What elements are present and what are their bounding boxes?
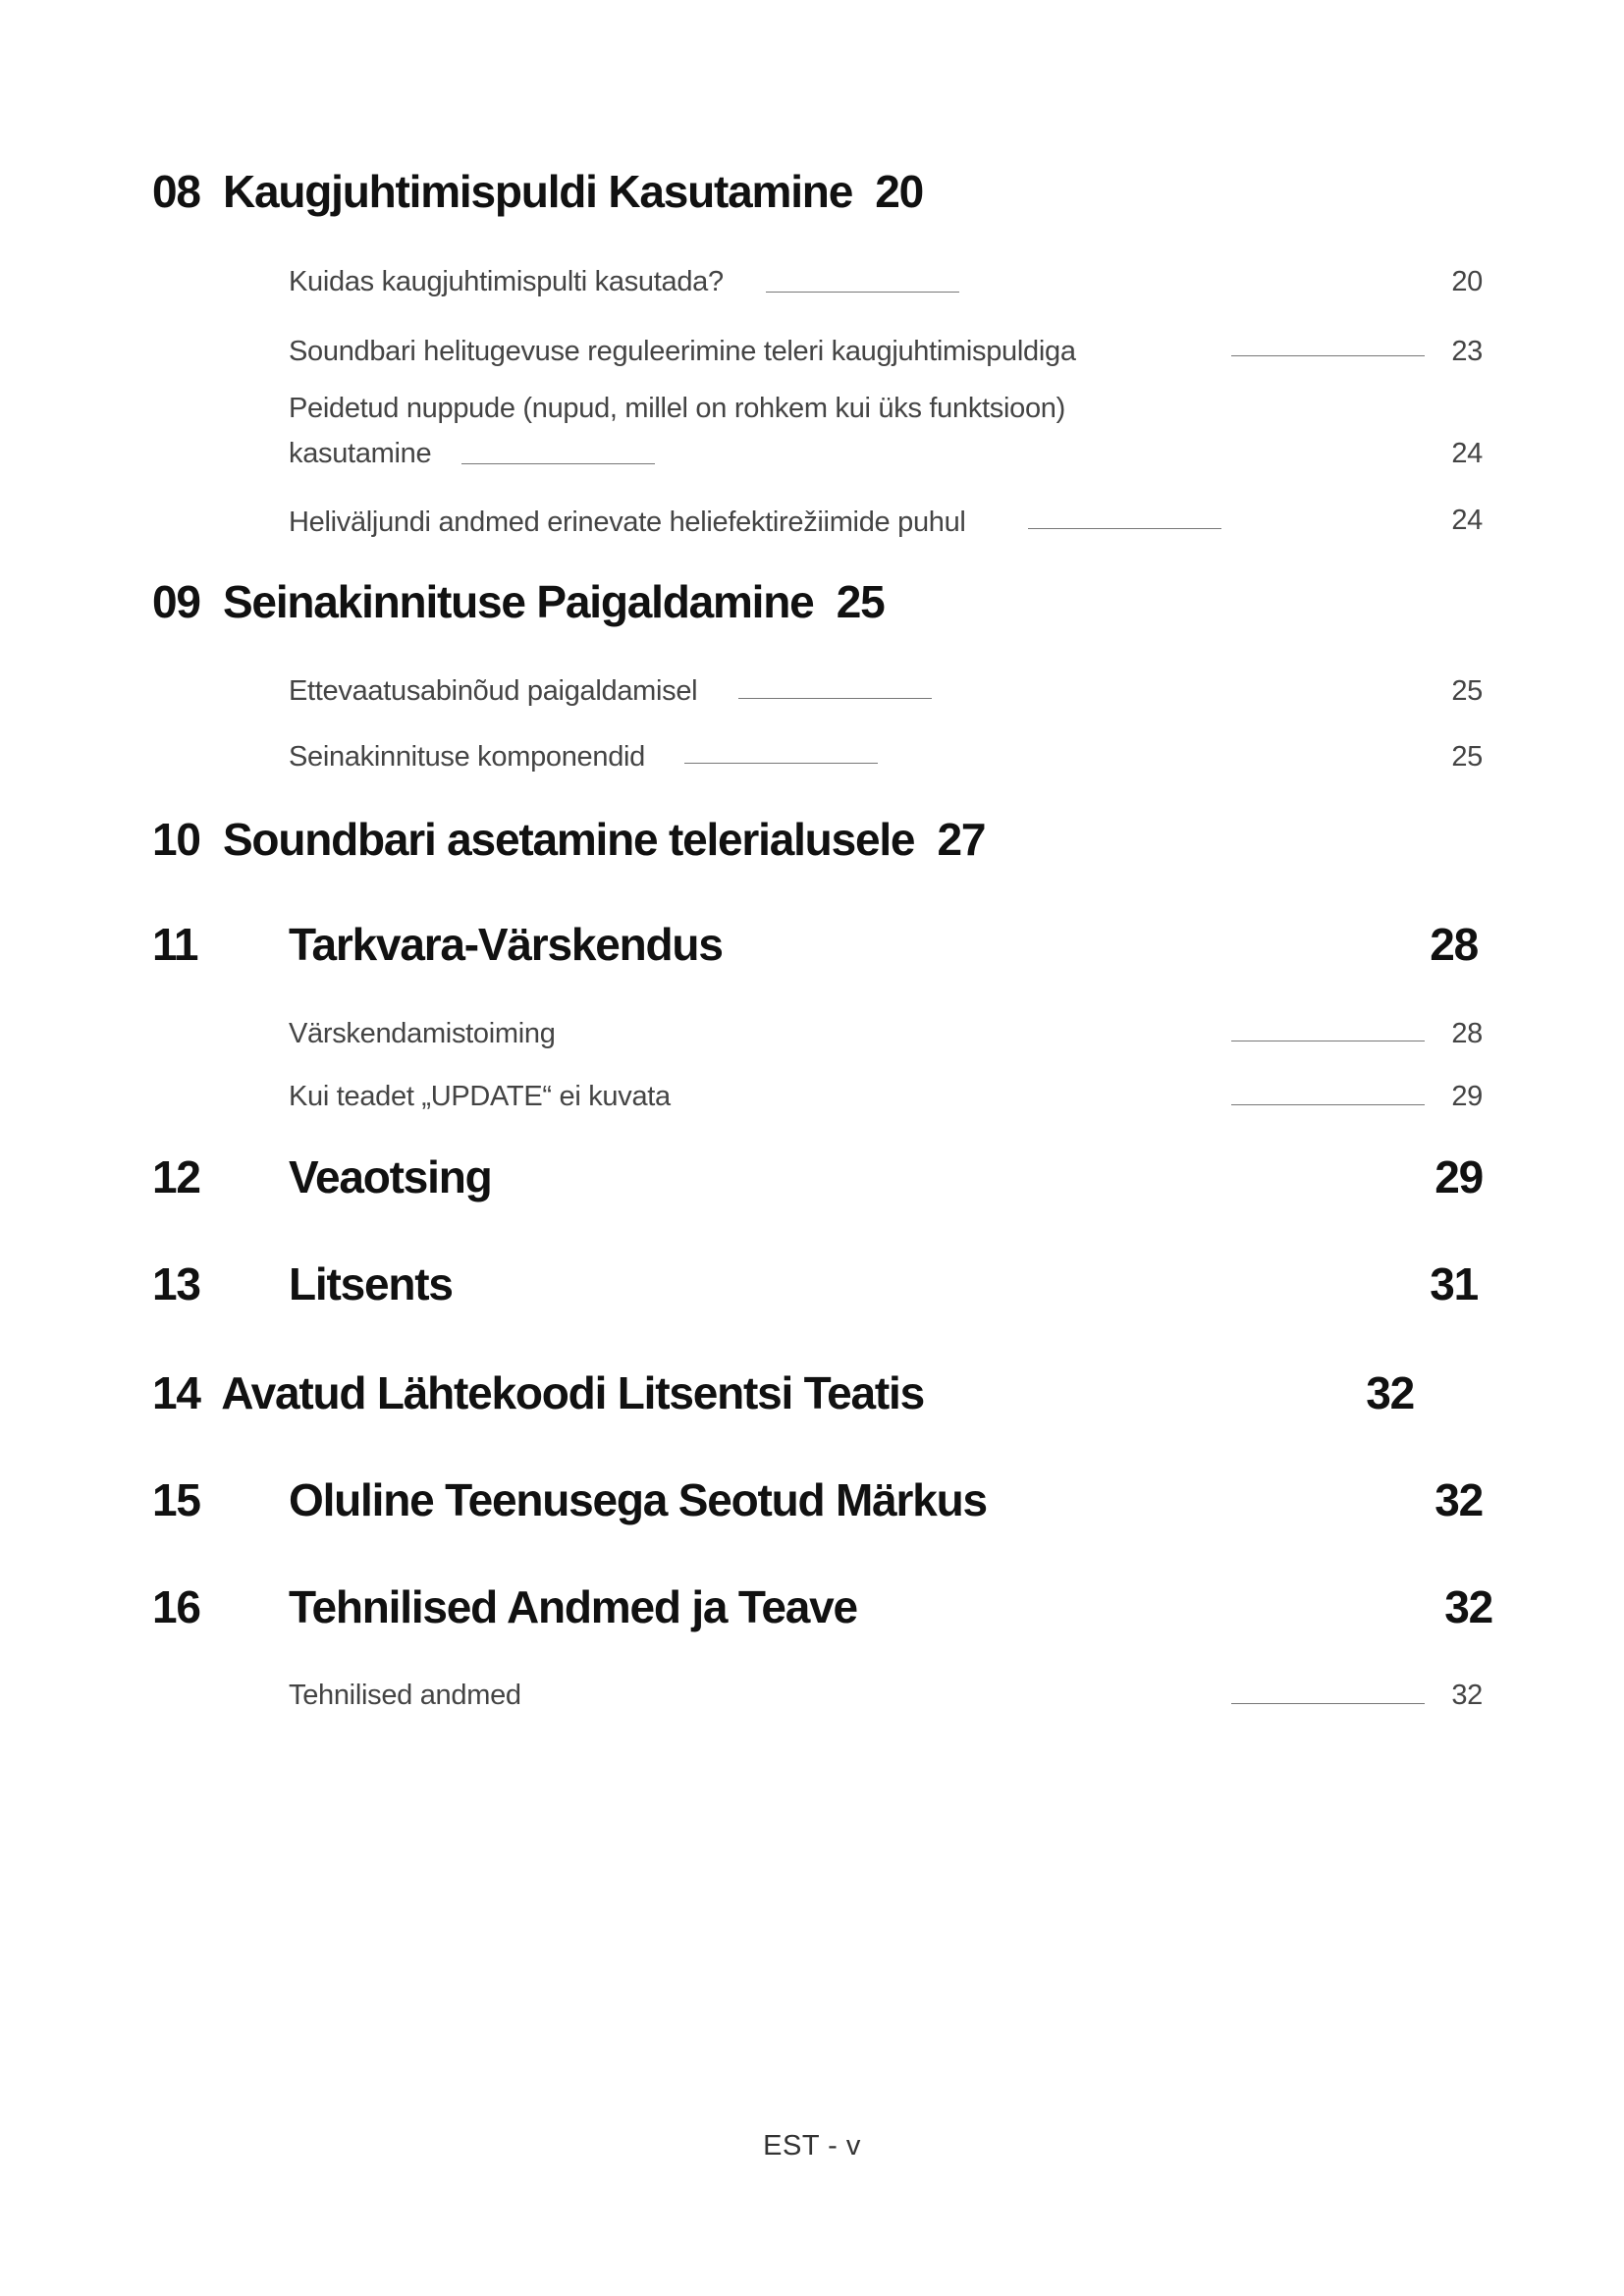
section-10-heading <box>152 813 985 866</box>
section-08-heading <box>152 165 923 218</box>
section-09-page: 25 <box>836 576 885 627</box>
section-10-title: Soundbari asetamine telerialusele <box>222 814 915 865</box>
toc-entry-page: 28 <box>1451 1018 1483 1049</box>
section-16-page: 32 <box>1444 1581 1492 1632</box>
section-16-number: 16 <box>152 1581 200 1632</box>
section-14-title: Avatud Lähtekoodi Litsentsi Teatis <box>221 1367 925 1418</box>
toc-entry-text: Soundbari helitugevuse reguleerimine teleri kaugjuhtimispuldiga <box>289 336 1076 367</box>
toc-entry-text: Kui teadet „UPDATE“ ei kuvata <box>289 1081 671 1112</box>
page-footer-label: EST - v <box>763 2130 861 2162</box>
section-11-title: Tarkvara-Värskendus <box>289 919 723 970</box>
section-11-number: 11 <box>152 919 198 970</box>
section-08-page: 20 <box>875 166 924 217</box>
toc-entry-text: Kuidas kaugjuhtimispulti kasutada? <box>289 266 724 297</box>
section-09-heading <box>152 575 885 628</box>
section-11-page: 28 <box>1430 919 1478 970</box>
toc-entry-page: 25 <box>1451 741 1483 773</box>
toc-entry-page: 25 <box>1451 675 1483 707</box>
toc-entry-page: 24 <box>1451 438 1483 469</box>
toc-entry-page: 32 <box>1451 1680 1483 1711</box>
toc-entry-page: 24 <box>1451 505 1483 536</box>
section-12-title: Veaotsing <box>289 1151 492 1202</box>
leader-line <box>766 292 959 293</box>
toc-entry-text: Värskendamistoiming <box>289 1018 556 1049</box>
toc-entry-text: Seinakinnituse komponendid <box>289 741 646 773</box>
section-09-number: 09 <box>152 576 200 627</box>
section-12-number: 12 <box>152 1151 200 1202</box>
section-13-title: Litsents <box>289 1258 453 1309</box>
section-13-number: 13 <box>152 1258 200 1309</box>
toc-entry-text: Heliväljundi andmed erinevate heliefektirežiimide puhul <box>289 507 966 538</box>
section-08-number: 08 <box>152 166 200 217</box>
section-13-page: 31 <box>1430 1258 1478 1309</box>
leader-line <box>1231 1104 1425 1105</box>
toc-entry-text-line2: kasutamine <box>289 438 432 469</box>
section-12-page: 29 <box>1435 1151 1483 1202</box>
leader-line <box>738 698 932 699</box>
toc-entry-page: 20 <box>1451 266 1483 297</box>
leader-line <box>1028 528 1221 529</box>
leader-line <box>1231 1703 1425 1704</box>
section-10-page: 27 <box>937 814 986 865</box>
toc-entry-page: 29 <box>1451 1081 1483 1112</box>
section-15-page: 32 <box>1435 1474 1483 1525</box>
toc-entry-text-line1: Peidetud nuppude (nupud, millel on rohkem kui üks funktsioon) <box>289 393 1065 424</box>
section-15-number: 15 <box>152 1474 200 1525</box>
section-10-number: 10 <box>152 814 200 865</box>
leader-line <box>461 463 655 464</box>
toc-entry-text: Ettevaatusabinõud paigaldamisel <box>289 675 698 707</box>
leader-line <box>1231 355 1425 356</box>
section-09-title: Seinakinnituse Paigaldamine <box>222 576 814 627</box>
toc-entry-page: 23 <box>1451 336 1483 367</box>
section-14-page: 32 <box>1366 1367 1414 1418</box>
section-14-number: 14 <box>152 1367 200 1418</box>
leader-line <box>684 763 878 764</box>
section-08-title: Kaugjuhtimispuldi Kasutamine <box>222 166 853 217</box>
toc-entry-text: Tehnilised andmed <box>289 1680 521 1711</box>
section-16-title: Tehnilised Andmed ja Teave <box>289 1581 857 1632</box>
section-14-heading <box>152 1366 924 1419</box>
section-15-title: Oluline Teenusega Seotud Märkus <box>289 1474 987 1525</box>
